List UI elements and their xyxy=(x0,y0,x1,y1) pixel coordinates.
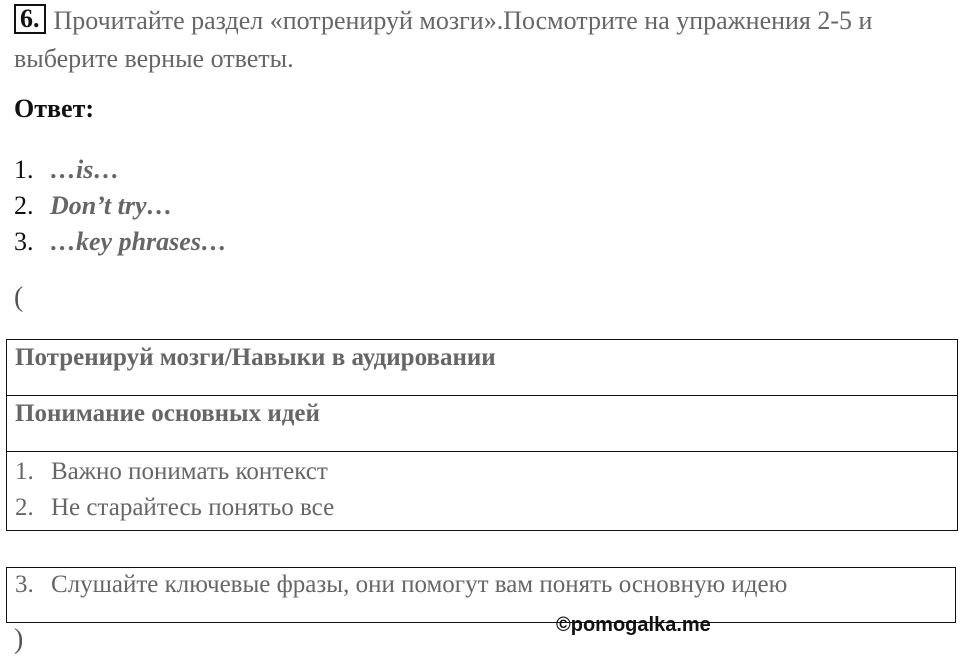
answer-label: Ответ: xyxy=(14,94,95,123)
answer-number: 3. xyxy=(14,227,34,256)
item-number: 1. xyxy=(15,458,34,485)
list-item xyxy=(14,188,227,224)
skills-table xyxy=(6,339,958,531)
task-number: 6. xyxy=(14,4,46,34)
task-statement xyxy=(14,2,954,78)
close-parenthesis: ) xyxy=(14,624,24,655)
answer-text: …key phrases… xyxy=(50,227,227,256)
item-number: 3. xyxy=(15,571,34,598)
list-item xyxy=(15,454,949,490)
item-text: Слушайте ключевые фразы, они помогут вам понять основную идею xyxy=(51,571,788,598)
list-item xyxy=(14,224,227,260)
task-text: Прочитайте раздел «потренируй мозги».Посмотрите на упражнения 2-5 и выберите верные ответы. xyxy=(14,6,873,73)
item-text: Не старайтесь понятьо все xyxy=(51,494,335,521)
answer-text: …is… xyxy=(50,155,120,184)
open-parenthesis: ( xyxy=(14,282,24,313)
list-item xyxy=(15,490,949,526)
table-header-1: Потренируй мозги/Навыки в аудировании xyxy=(7,340,957,396)
watermark: ©pomogalka.me xyxy=(556,614,711,636)
answer-number: 1. xyxy=(14,155,34,184)
continued-table-row xyxy=(6,567,956,623)
item-number: 2. xyxy=(15,494,34,521)
table-items xyxy=(7,452,957,530)
item-text: Важно понимать контекст xyxy=(51,458,328,485)
answer-list xyxy=(14,152,227,260)
answer-text: Don’t try… xyxy=(50,191,173,220)
answer-number: 2. xyxy=(14,191,34,220)
list-item xyxy=(14,152,227,188)
table-header-2: Понимание основных идей xyxy=(7,396,957,452)
